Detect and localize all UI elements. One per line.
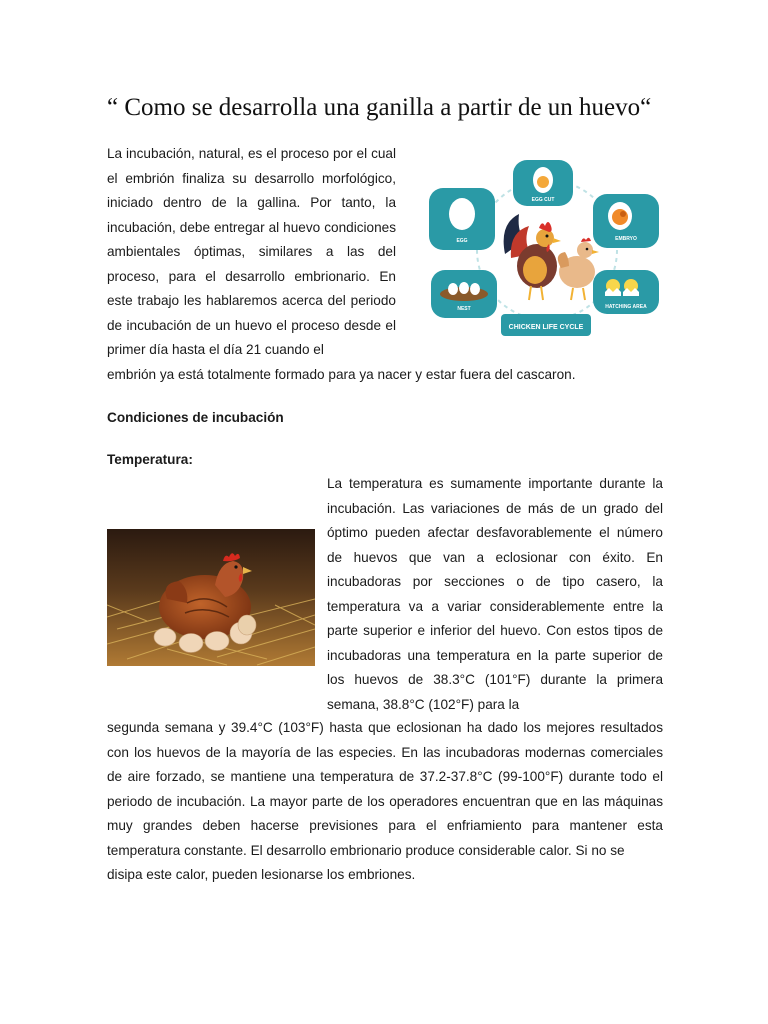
temperature-line: parte superior e inferior del huevo. [327,623,542,638]
temperature-line: incubación. Las variaciones de más de un grado del [327,500,663,516]
stage-label: EMBRYO [615,236,637,242]
temperature-paragraph [327,472,663,717]
temperature-line: parte superior de los huevos de 38.3°C (101°F) [327,647,663,687]
temperature-tail-line: periodo de incubación. La mayor parte de los operadores encuentran que en las máquinas [107,793,663,809]
temperature-line: Con estos tipos de incubadoras una temperatura en la [327,623,664,663]
temperature-line: incubadoras por secciones o de tipo casero, la [327,574,663,589]
document-title: “ Como se desarrolla una ganilla a partir de un huevo“ [107,94,652,121]
intro-line: morfológico, iniciado dentro de la gallina. Por [107,170,396,210]
intro-line: condiciones ambientales óptimas, similares a [107,219,397,259]
temperature-line: temperatura va a variar considerablemente entre la [327,598,663,614]
temperature-line: de huevos que van a eclosionar con éxito. En [327,549,663,565]
intro-line: desde el primer día hasta el día 21 cuando el [107,317,396,357]
stage-embryo [593,194,659,248]
temperature-tail-line: de aire forzado, se mantiene una temperatura de 37.2-37.8°C (99-100°F) durante todo el [107,769,663,784]
stage-egg [429,188,495,250]
intro-line: En este trabajo les hablaremos acerca del [107,268,396,308]
stage-label: EGG [456,238,468,244]
stage-hatching-area [593,270,659,314]
section-heading-conditions: Condiciones de incubación [107,410,284,425]
intro-line: tanto, la incubación, debe entregar al huevo [107,195,397,235]
hen-photo-image [107,529,315,666]
stage-label: EGG CUT [531,197,555,203]
temperature-line: óptimo pueden afectar desfavorablemente el número [327,525,663,540]
temperature-line: La temperatura es sumamente importante durante la [327,476,663,491]
temperature-tail-line: muy grandes deben hacerse previsiones para el enfriamiento para mantener esta [107,818,663,833]
hen-on-nest-photo [107,529,315,666]
section-heading-temperature: Temperatura: [107,452,193,467]
rooster-hen-icon [504,214,599,300]
temperature-paragraph-tail [107,716,663,888]
life-cycle-graphic [425,158,665,344]
temperature-tail-line: disipa este calor, pueden lesionarse los embriones. [107,867,416,882]
chicken-life-cycle-illustration [425,158,665,344]
intro-line: periodo de incubación de un huevo el proceso [107,293,396,333]
stage-label: NEST [457,306,471,312]
intro-line: La incubación, natural, es el proceso por el [107,146,368,161]
temperature-tail-line: segunda semana y 39.4°C (103°F) hasta que eclosionan ha dado los mejores resultados [107,720,663,735]
temperature-tail-line: temperatura constante. El desarrollo embrionario produce considerable calor. Si no se [107,842,625,858]
temperature-line: durante la primera semana, 38.8°C (102°F) para la [327,672,664,712]
stage-label: HATCHING AREA [605,304,647,310]
life-cycle-title-text: CHICKEN LIFE CYCLE [508,324,584,331]
intro-paragraph-tail: embrión ya está totalmente formado para ya nacer y estar fuera del cascaron. [107,367,576,382]
stage-egg-cut [513,160,573,206]
intro-paragraph [107,142,396,363]
temperature-tail-line: con los huevos de la mayoría de las especies. En las incubadoras modernas comerciales [107,744,663,760]
life-cycle-title [501,314,591,336]
intro-line: cual el embrión finaliza su desarrollo [107,146,396,186]
intro-line: las del proceso, para el desarrollo embrionario. [107,244,396,284]
stage-nest [431,270,497,318]
